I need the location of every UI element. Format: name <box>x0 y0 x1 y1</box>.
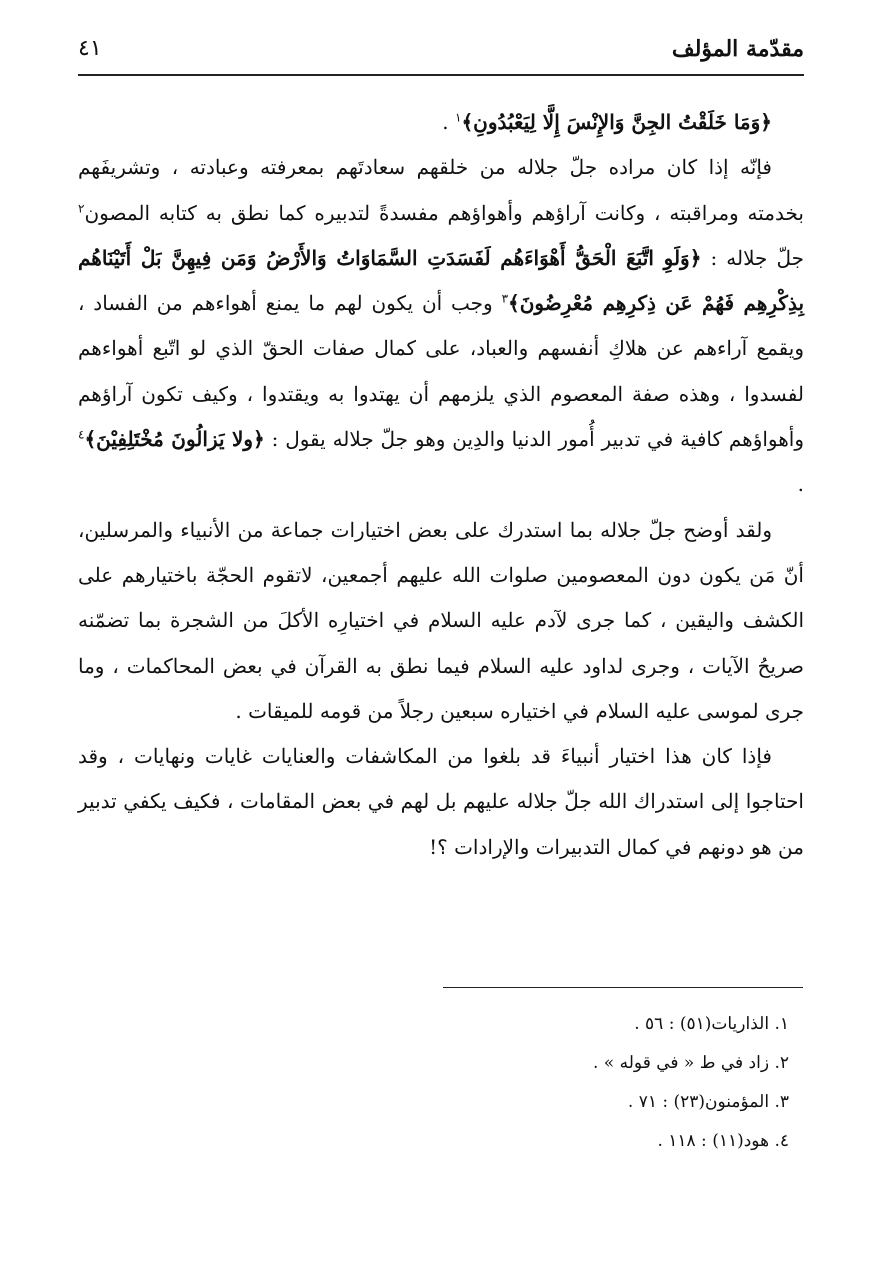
footnote: ١. الذاريات(٥١) : ٥٦ . <box>634 1014 789 1034</box>
footnote-ref: ٤ <box>78 427 85 442</box>
quran-verse: ﴿وَلَوِ اتَّبَعَ الْحَقُّ أَهْوَاءَهُم لَفَسَدَتِ السَّمَاوَاتُ وَالأَرْضُ وَمَن فِيهِنَّ بَلْ أَتَيْنَاهُم بِذِكْرِهِم فَهُمْ عَن ذِكرِهِم مُعْرِضُونَ﴾ <box>78 245 805 316</box>
text-run: وجب أن يكون لهم ما يمنع أهواءهم من الفساد ، ويقمع آراءهم عن هلاكِ أنفسهم والعباد، على كمال صفات الحقّ الذي لو اتّبع أهواءهم لفسدوا ، وهذه صفة المعصوم الذي يلزمهم أن يهتدوا به ويقتدوا ، وكيف تكون آراؤهم وأهواؤهم كافية في تدبير أُمور الدنيا والدِين وهو جلّ جلاله يقول : <box>78 291 805 452</box>
footnote: ٤. هود(١١) : ١١٨ . <box>657 1131 789 1151</box>
paragraph: فإذا كان هذا اختيار أنبياءَ قد بلغوا من المكاشفات والعنايات غايات ونهايات ، وقد احتاجوا إلى استدراك الله جلّ جلاله عليهم بل لهم في بعض المقامات ، فكيف يكفي تدبير من هو دونهم في كمال التدبيرات والإرادات ؟! <box>78 744 804 859</box>
running-header <box>78 30 804 76</box>
chapter-title: مقدّمة المؤلف <box>671 36 804 62</box>
paragraph <box>78 145 804 507</box>
footnote-ref: ٢ <box>78 200 85 215</box>
text-run: . <box>797 472 804 497</box>
quran-verse: ﴿ولا يَزالُونَ مُخْتَلِفِيْنَ﴾ <box>84 427 265 452</box>
footnotes <box>78 1005 804 1161</box>
paragraph-verse <box>78 100 804 145</box>
footnote-ref: ٣ <box>501 291 509 306</box>
paragraph: ولقد أوضح جلّ جلاله بما استدرك على بعض اختيارات جماعة من الأنبياء والمرسلين، أنّ مَن يكون دون المعصومين صلوات الله عليهم أجمعين، لاتقوم الحجّة باختيارهم على الكشف واليقين ، كما جرى لآدم عليه السلام في اختيارِه الأكلَ من الشجرة بما تضمّنه صريحُ الآيات ، وجرى لداود عليه السلام فيما نطق به القرآن في بعض المحاكمات ، وما جرى لموسى عليه السلام في اختياره سبعين رجلاً من قومه للميقات . <box>78 517 804 723</box>
page-number: ٤١ <box>78 36 102 61</box>
footnote-ref: ١ <box>455 110 462 125</box>
footnote: ٢. زاد في ط « في قوله » . <box>593 1053 789 1073</box>
footnote-separator <box>443 987 803 988</box>
text-run: جلّ جلاله : <box>701 245 805 270</box>
text-run: . <box>442 110 455 134</box>
quran-verse: ﴿وَمَا خَلَقْتُ الجِنَّ وَالإِنْسَ إِلَّا لِيَعْبُدُونِ﴾ <box>461 110 772 134</box>
main-text <box>78 100 804 870</box>
text-run: فإنّه إذا كان مراده جلّ جلاله من خلقهم سعادتَهم بمعرفته وعبادته ، وتشريفَهم بخدمته ومراقبته ، وكانت آراؤهم وأهواؤهم مفسدةً لتدبيره كما نطق به كتابه المصون <box>78 155 804 225</box>
footnote: ٣. المؤمنون(٢٣) : ٧١ . <box>627 1092 789 1112</box>
